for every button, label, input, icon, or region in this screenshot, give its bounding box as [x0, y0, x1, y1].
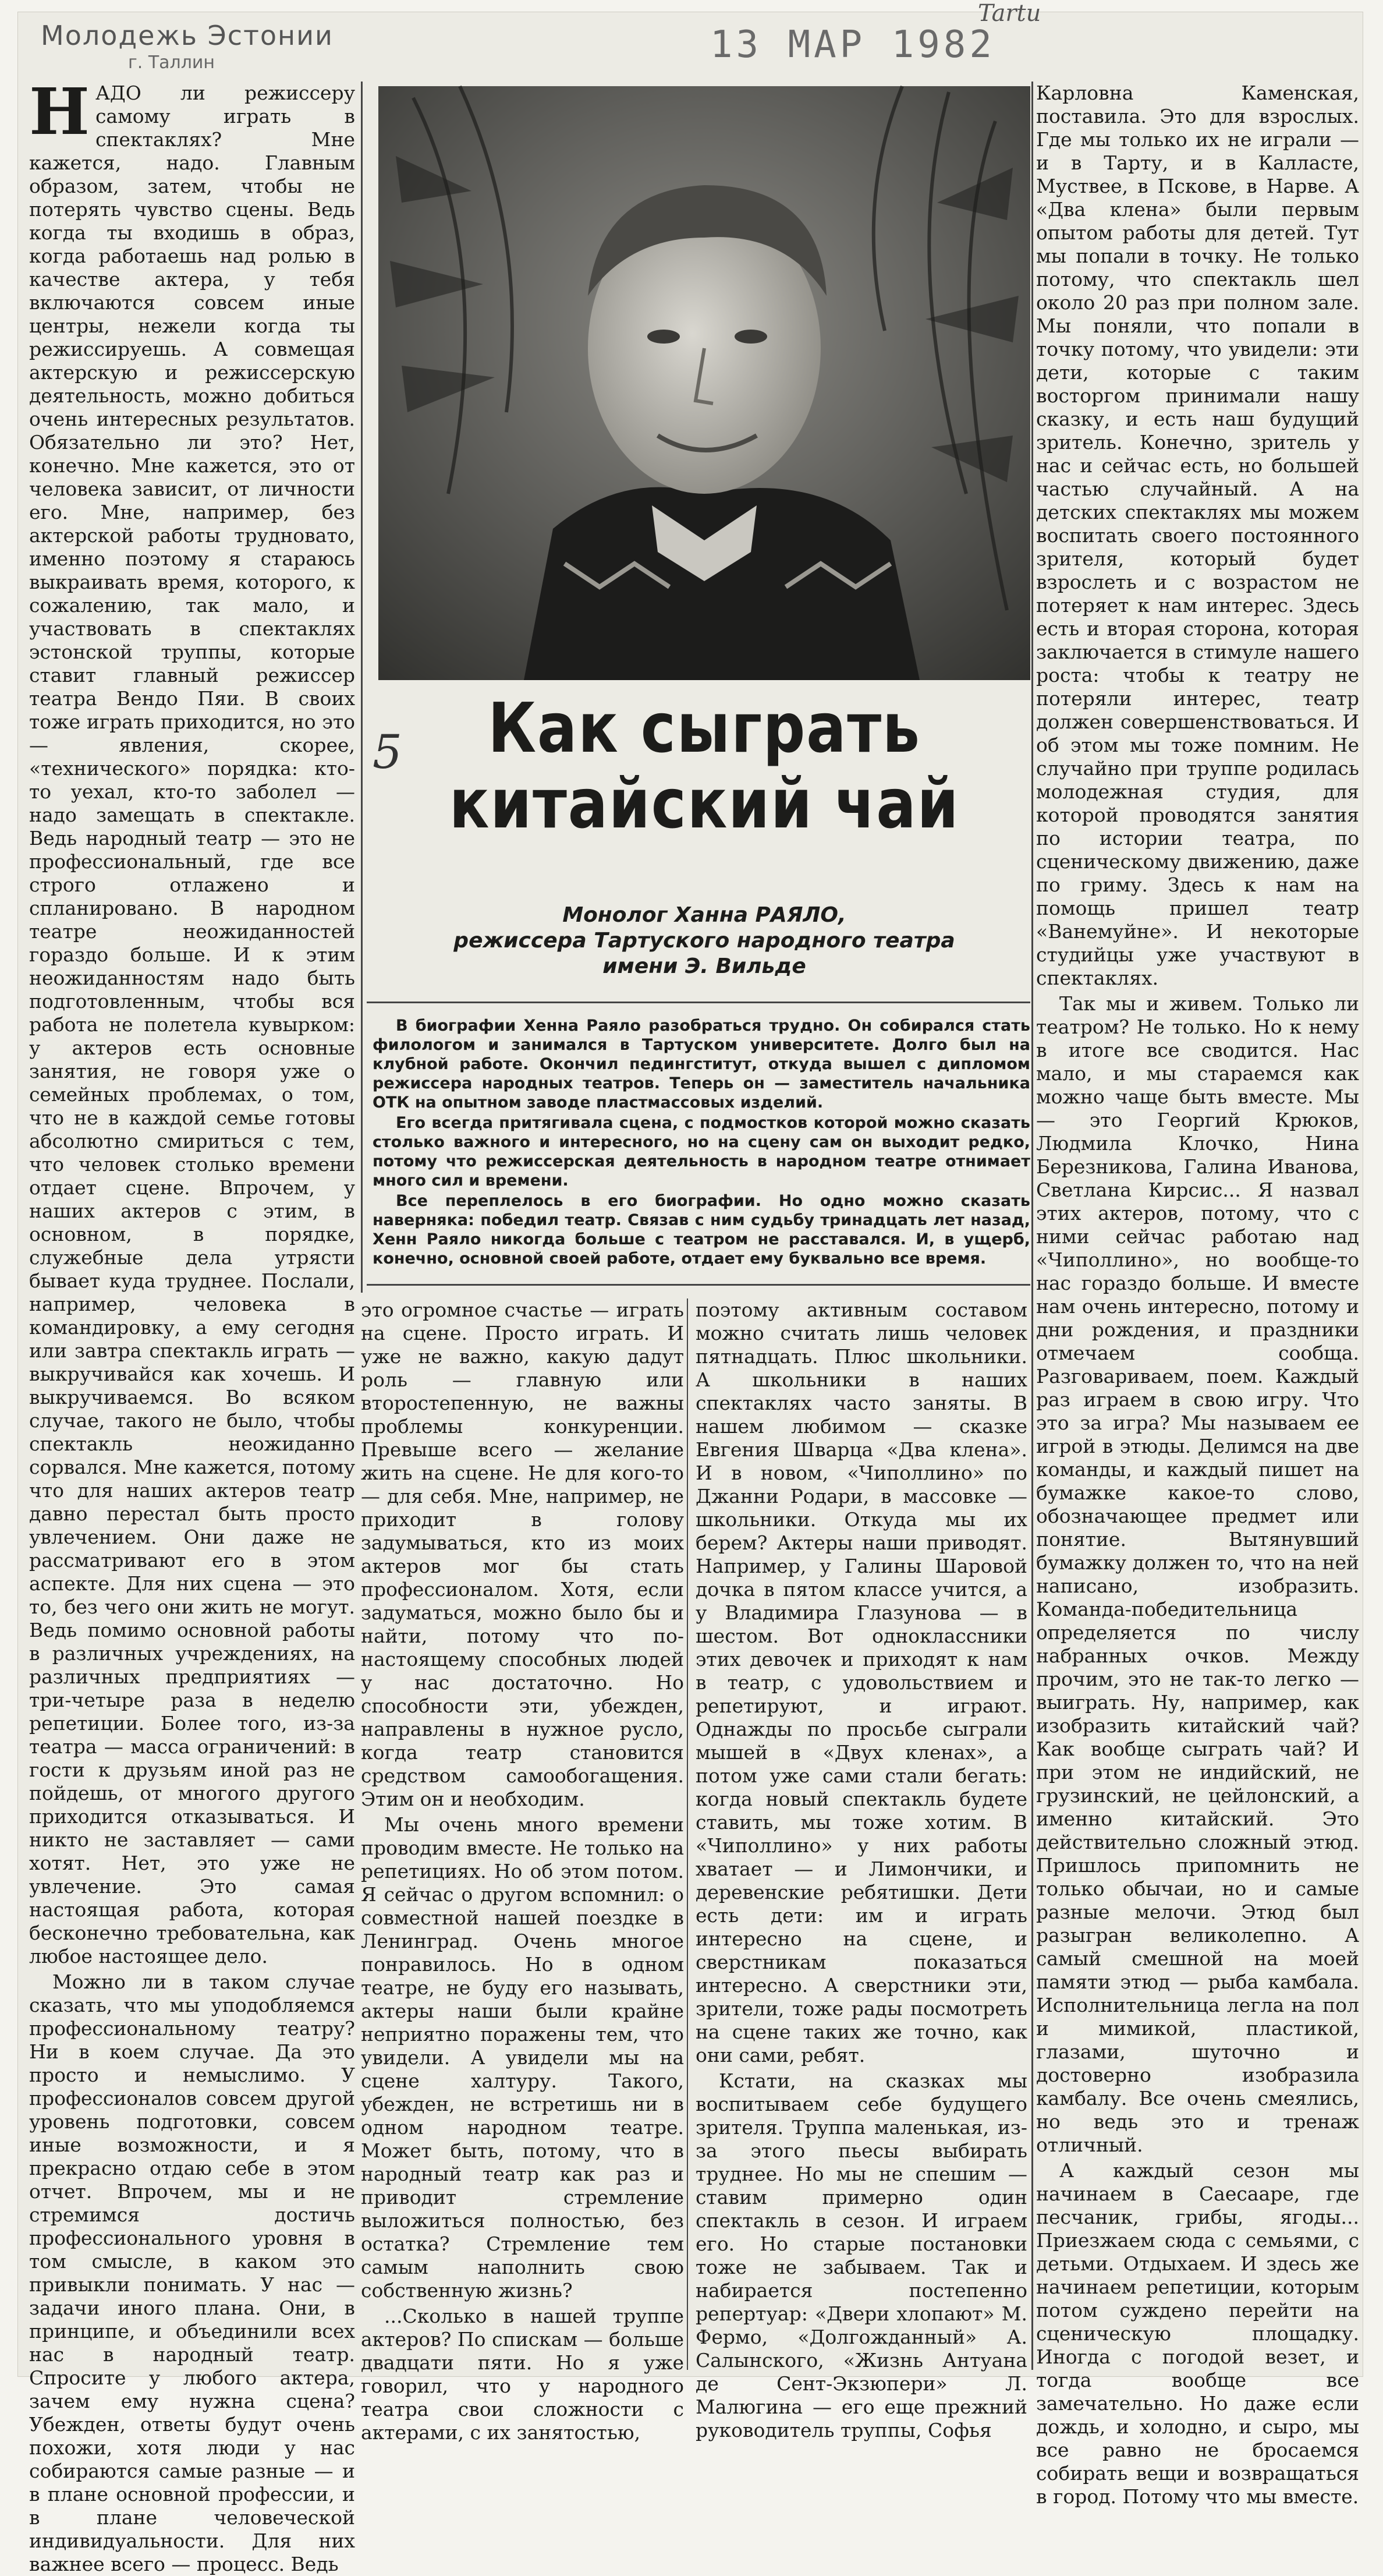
handwritten-note: Tartu	[978, 0, 1041, 27]
article-column-2	[361, 1298, 684, 2444]
paragraph: Мы очень много времени проводим вместе. Не только на репетициях. Но об этом потом. Я сейчас о другом вспомнил: о совместной нашей поездке в Ленинград. Очень многое понравилось. Но в одном театре, не буду его называть, актеры наши были крайне неприятно поражены тем, что увидели. А увидели мы на сцене халтуру. Такого, убежден, не встретишь ни в одном народном театре. Может быть, потому, что в народный театр как раз и приводит стремление выложиться полностью, без остатка? Стремление тем самым наполнить свою собственную жизнь?	[361, 1813, 684, 2302]
article-column-4	[1036, 82, 1359, 2508]
headline-line: китайский чай	[449, 763, 960, 844]
city-stamp: г. Таллин	[128, 52, 215, 73]
subhead-line: режиссера Тартуского народного театра	[453, 929, 955, 953]
drop-cap: Н	[29, 74, 90, 149]
intro-paragraph: В биографии Хенна Раяло разобраться трудно. Он собирался стать филологом и занимался в Тартуском университете. Долго был на клубной работе. Окончил педингститут, откуда вышел с дипломом режиссера народных театров. Теперь он — заместитель начальника ОТК на опытном заводе пластмассовых изделий.	[373, 1017, 1030, 1112]
paragraph: АДО ли режиссеру самому играть в спектаклях? Мне кажется, надо. Главным образом, затем, чтобы не потерять чувство сцены. Ведь когда ты входишь в образ, когда работаешь над ролью в качестве актера, у тебя включаются совсем иные центры, нежели когда ты режиссируешь. А совмещая актерскую и режиссерскую деятельность, можно добиться очень интересных результатов. Обязательно ли это? Нет, конечно. Мне кажется, это от человека зависит, от личности его. Мне, например, без актерской работы трудновато, именно поэтому я стараюсь выкраивать время, которого, к сожалению, так мало, и участвовать в спектаклях эстонской труппы, которые ставит главный режиссер театра Вендо Пяи. В своих тоже играть приходится, но это — явления, скорее, «технического» порядка: кто-то уехал, кто-то заболел — надо замещать в спектакле. Ведь народный театр — это не профессиональный, где все строго отлажено и спланировано. В народном театре неожиданностей гораздо больше. И к этим неожиданностям надо быть подготовленным, чтобы вся работа не полетела кувырком: у актеров есть основные занятия, не говоря уже о семейных проблемах, о том, что не в каждой семье готовы абсолютно смириться с тем, что человек столько времени отдает сцене. Впрочем, у наших актеров с этим, в основном, в порядке, служебные дела утрясти бывает куда труднее. Послали, например, человека в командировку, а ему сегодня или завтра спектакль играть — выкручивайся как хочешь. И выкручиваемся. Во всяком случае, такого не было, чтобы спектакль неожиданно сорвался. Мне кажется, потому что для наших актеров театр давно перестал быть просто увлечением. Они даже не рассматривают его в этом аспекте. Для них сцена — это то, без чего они жить не могут. Ведь помимо основной работы в различных учреждениях, на различных предприятиях — три-четыре раза в неделю репетиции. Более того, из-за театра — масса ограничений: в гости к друзьям иной раз не пойдешь, от многого другого приходится отказываться. И никто не заставляет — сами хотят. Нет, это уже не увлечение. Это самая настоящая работа, которая бесконечно требовательна, как любое настоящее дело.	[29, 82, 355, 1968]
date-stamp: 13 МАР 1982	[710, 23, 995, 66]
article-intro	[373, 1016, 1030, 1269]
article-column-3	[696, 1298, 1027, 2441]
headline-line: Как сыграть	[488, 688, 921, 768]
portrait-photo	[378, 86, 1030, 680]
subhead-line: имени Э. Вильде	[602, 954, 806, 978]
paragraph: А каждый сезон мы начинаем в Саесааре, где песчаник, грибы, ягоды... Приезжаем сюда с семьями, с детьми. Отдыхаем. И здесь же начинаем репетиции, которым потом суждено перейти на сценическую площадку. Иногда с погодой везет, и тогда вообще все замечательно. Но даже если дождь, и холодно, и сыро, мы все равно не бросаемся собирать вещи и возвращаться в город. Потому что мы вместе.	[1036, 2159, 1359, 2508]
paragraph: Так мы и живем. Только ли театром? Не только. Но к нему в итоге все сводится. Нас мало, и мы стараемся как можно чаще быть вместе. Мы — это Георгий Крюков, Людмила Клочко, Нина Березникова, Галина Иванова, Светлана Кирсис... Я назвал этих актеров, потому, что с ними сейчас работаю над «Чиполлино», но вообще-то нас гораздо больше. И вместе нам очень интересно, потому и дни рождения, и праздники отмечаем сообща. Разговариваем, поем. Каждый раз играем в свою игру. Что это за игра? Мы называем ее игрой в этюды. Делимся на две команды, и каждый пишет на бумажке какое-то слово, обозначающее предмет или понятие. Вытянувший бумажку должен то, что на ней написано, изобразить. Команда-победительница определяется по числу набранных очков. Между прочим, это не так-то легко — выиграть. Ну, например, как изобразить китайский чай? Как вообще сыграть чай? И при этом не индийский, не грузинский, не цейлонский, а именно китайский. Это действительно сложный этюд. Пришлось припомнить не только обычаи, но и самые разные мелочи. Этюд был разыгран великолепно. А самый смешной на моей памяти этюд — рыба камбала. Исполнительница легла на пол и мимикой, пластикой, глазами, шуточно и достоверно изобразила камбалу. Все очень смеялись, но ведь это и тренаж отличный.	[1036, 992, 1359, 2156]
intro-top-rule	[367, 1002, 1030, 1003]
intro-paragraph: Все переплелось в его биографии. Но одно можно сказать наверняка: победил театр. Связав с ним судьбу тринадцать лет назад, Хенн Раяло никогда больше с театром не расставался. И, в ущерб, конечно, основной своей работе, отдает ему буквально все время.	[373, 1192, 1030, 1268]
article-subhead	[378, 903, 1030, 979]
paragraph: Можно ли в таком случае сказать, что мы уподобляемся профессиональному театру? Ни в коем случае. Да это просто и немыслимо. У профессионалов совсем другой уровень подготовки, совсем иные возможности, и я прекрасно отдаю себе в этом отчет. Впрочем, мы и не стремимся достичь профессионального уровня в том смысле, в каком это привыкли понимать. У нас — задачи иного плана. Они, в принципе, и объединили всех нас в народный театр. Спросите у любого актера, зачем ему нужна сцена? Убежден, ответы будут очень похожи, хотя люди у нас собираются самые разные — и в плане основной профессии, и в плане человеческой индивидуальности. Для них важнее всего — процесс. Ведь	[29, 1970, 355, 2575]
column-rule	[361, 82, 363, 1293]
intro-bottom-rule	[367, 1284, 1030, 1286]
article-column-1	[29, 74, 355, 2575]
subhead-line: Монолог Ханна РАЯЛО,	[562, 903, 846, 927]
intro-paragraph: Его всегда притягивала сцена, с подмостков которой можно сказать столько важного и интересного, но на сцену сам он выходит редко, потому что режиссерская деятельность в народном театре отнимает много сил и времени.	[373, 1114, 1030, 1190]
column-rule	[1031, 82, 1033, 2370]
handwritten-page-mark: 5	[373, 725, 402, 779]
paragraph: Кстати, на сказках мы воспитываем себе будущего зрителя. Труппа маленькая, из-за этого пьесы выбирать труднее. Но мы не спешим — ставим примерно один спектакль в сезон. И играем его. Но старые постановки тоже не забываем. Так и набирается постепенно репертуар: «Двери хлопают» М. Фермо, «Долгожданный» А. Салынского, «Жизнь Антуана де Сент-Экзюпери» Л. Малюгина — его еще прежний руководитель труппы, Софья	[696, 2069, 1027, 2441]
paragraph: поэтому активным составом можно считать лишь человек пятнадцать. Плюс школьники. А школьники в наших спектаклях часто заняты. В нашем любимом — сказке Евгения Шварца «Два клена». И в новом, «Чиполлино» по Джанни Родари, в массовке — школьники. Откуда мы их берем? Актеры наши приводят. Например, у Галины Шаровой дочка в пятом классе учится, а у Владимира Глазунова — в шестом. Вот одноклассники этих девочек и приходят к нам в театр, с удовольствием и репетируют, и играют. Однажды по просьбе сыграли мышей в «Двух кленах», а потом уже сами стали бегать: когда новый спектакль будете ставить, мы тоже хотим. В «Чиполлино» у них работы хватает — и Лимончики, и деревенские ребятишки. Дети есть дети: им и играть интересно на сцене, и сверстникам показаться интересно. А сверстники эти, зрители, тоже рады посмотреть на сцене таких же точно, как они сами, ребят.	[696, 1298, 1027, 2067]
source-stamp: Молодежь Эстонии	[41, 20, 334, 51]
article-headline	[424, 688, 984, 844]
paragraph: ...Сколько в нашей труппе актеров? По спискам — больше двадцати пяти. Но я уже говорил, что у народного театра свои сложности с актерами, с их занятостью,	[361, 2305, 684, 2444]
column-rule	[687, 1298, 688, 2370]
paragraph: это огромное счастье — играть на сцене. Просто играть. И уже не важно, какую дадут роль — главную или второстепенную, не важны проблемы конкуренции. Превыше всего — желание жить на сцене. Не для кого-то — для себя. Мне, например, не приходит в голову задумываться, кто из моих актеров мог бы стать профессионалом. Хотя, если задуматься, можно было бы и найти, потому что по-настоящему способных людей у нас достаточно. Но способности эти, убежден, направлены в нужное русло, когда театр становится средством самообогащения. Этим он и необходим.	[361, 1298, 684, 1810]
paragraph: Карловна Каменская, поставила. Это для взрослых. Где мы только их не играли — и в Тарту, и в Калласте, Муствее, в Пскове, в Нарве. А «Два клена» были первым опытом работы для детей. Тут мы попали в точку. Не только потому, что спектакль шел около 20 раз при полном зале. Мы поняли, что попали в точку потому, что увидели: эти дети, которые с таким восторгом принимали нашу сказку, и есть наш будущий зритель. Конечно, зритель у нас и сейчас есть, но большей частью случайный. А на детских спектаклях мы можем воспитать своего постоянного зрителя, который будет взрослеть и с возрастом не потеряет к нам интерес. Здесь есть и вторая сторона, которая заключается в стимуле нашего роста: чтобы к театру не потеряли интерес, театр должен совершенствоваться. И об этом мы тоже помним. Не случайно при труппе родилась молодежная студия, для которой проводятся занятия по истории театра, по сценическому движению, даже по гриму. Здесь к нам на помощь пришел театр «Ванемуйне». И некоторые студийцы уже участвуют в спектаклях.	[1036, 82, 1359, 989]
portrait-illustration	[378, 86, 1030, 680]
